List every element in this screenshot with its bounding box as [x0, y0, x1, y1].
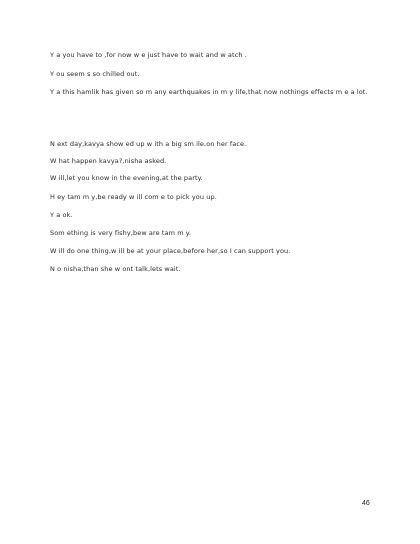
- paragraph-line-1: Y a you have to ,for now w e just have to wait and w atch .: [50, 51, 247, 59]
- paragraph-line-3: Y a this hamlik has given so m any earthquakes in m y life,that now nothings effects m e a lot.: [50, 88, 368, 96]
- paragraph-line-6: W ill,let you know in the evening,at the party.: [50, 174, 203, 182]
- paragraph-line-5: W hat happen kavya?,nisha asked.: [50, 157, 167, 165]
- paragraph-line-9: Som ething is very fishy,bew are tam m y.: [50, 229, 191, 237]
- paragraph-line-11: N o nisha,than she w ont talk,lets wait.: [50, 265, 181, 273]
- paragraph-line-10: W ill do one thing,w ill be at your place,before her,so I can support you.: [50, 247, 291, 255]
- paragraph-line-7: H ey tam m y,be ready w ill com e to pick you up.: [50, 193, 217, 201]
- paragraph-line-2: Y ou seem s so chilled out.: [50, 70, 140, 78]
- paragraph-line-4: N ext day,kavya show ed up w ith a big sm ile,on her face.: [50, 140, 247, 148]
- page-number: 46: [362, 500, 370, 507]
- paragraph-line-8: Y a ok.: [50, 211, 73, 219]
